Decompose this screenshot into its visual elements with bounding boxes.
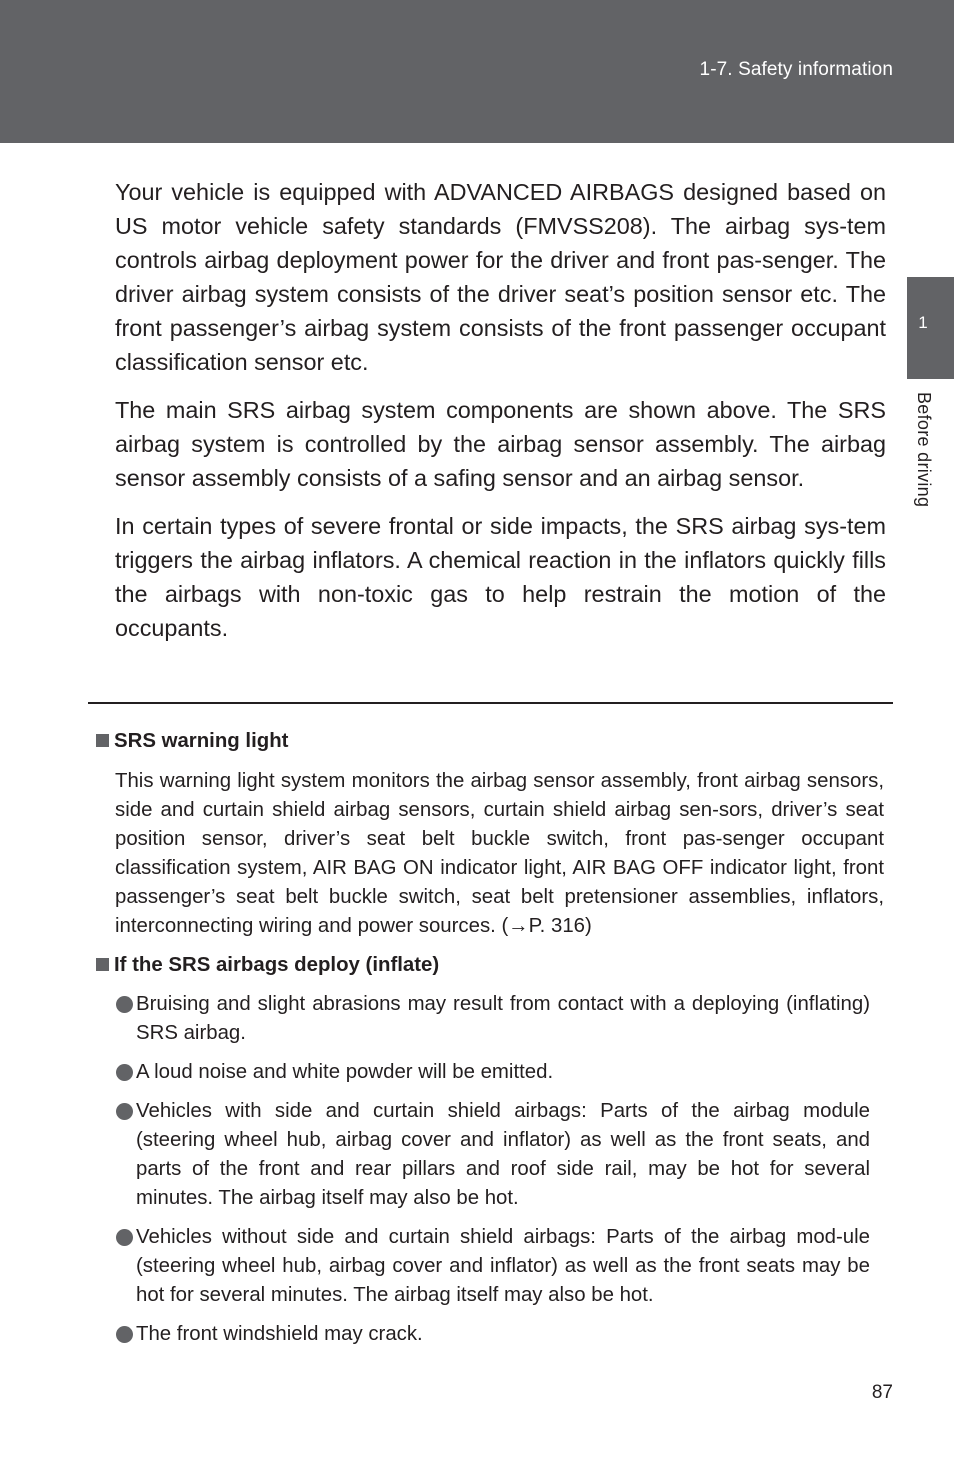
- square-bullet-icon: [96, 734, 109, 747]
- bullet-text: The front windshield may crack.: [136, 1323, 423, 1345]
- paragraph-components: The main SRS airbag system components are shown above. The SRS airbag system is controlled by the airbag sensor assembly. The airbag sensor assembly consists of a safing sensor and an airbag sensor.: [115, 397, 886, 491]
- list-item: [116, 1223, 870, 1310]
- paragraph-deployment: In certain types of severe frontal or side impacts, the SRS airbag sys-tem triggers the airbag inflators. A chemical reaction in the inflators quickly fills the airbags with non-toxic gas to help restrain the motion of the occupants.: [115, 513, 886, 641]
- page-number: 87: [871, 1382, 893, 1403]
- note-heading-text: If the SRS airbags deploy (inflate): [114, 954, 440, 976]
- chapter-tab: [907, 277, 954, 379]
- chapter-number: 1: [918, 313, 928, 332]
- note-heading-deploy: [96, 951, 884, 980]
- round-bullet-icon: [116, 1103, 133, 1120]
- list-item: [116, 1058, 870, 1087]
- list-item: [116, 1320, 870, 1349]
- bullet-text: A loud noise and white powder will be emitted.: [136, 1061, 554, 1083]
- header-band: [0, 0, 954, 143]
- section-divider: [88, 702, 893, 704]
- note-body-warning-light: This warning light system monitors the airbag sensor assembly, front airbag sensors, side and curtain shield airbag sensors, curtain shield airbag sen-sors, driver’s seat position sensor, driver’s seat belt buckle switch, front pas-senger occupant classification system, AIR BAG ON indicator light, AIR BAG OFF indicator light, front passenger’s seat belt buckle switch, seat belt pretensioner assemblies, inflators, interconnecting wiring and power sources. (→P. 316): [115, 770, 884, 937]
- note-heading-text: SRS warning light: [114, 730, 289, 752]
- round-bullet-icon: [116, 1326, 133, 1343]
- chapter-label: Before driving: [914, 392, 934, 508]
- square-bullet-icon: [96, 958, 109, 971]
- bullet-text: Vehicles with side and curtain shield airbags: Parts of the airbag module (steering wheel hub, airbag cover and inflator) as well as the front seats, and parts of the front and rear pillars and roof side rail, may be hot for several minutes. The airbag itself may also be hot.: [136, 1100, 870, 1209]
- round-bullet-icon: [116, 1229, 133, 1246]
- paragraph-advanced-airbags: Your vehicle is equipped with ADVANCED AIRBAGS designed based on US motor vehicle safety standards (FMVSS208). The airbag sys-tem controls airbag deployment power for the driver and front pas-senger. The driver airbag system consists of the driver seat’s position sensor etc. The front passenger’s airbag system consists of the front passenger occupant classification sensor etc.: [115, 179, 886, 375]
- round-bullet-icon: [116, 1064, 133, 1081]
- list-item: [116, 990, 870, 1048]
- notes-section: [96, 727, 884, 1359]
- bullet-text: Bruising and slight abrasions may result from contact with a deploying (inflating) SRS airbag.: [136, 993, 870, 1044]
- main-text: [115, 175, 886, 659]
- section-title: 1-7. Safety information: [699, 59, 893, 80]
- note-heading-warning-light: [96, 727, 884, 756]
- round-bullet-icon: [116, 996, 133, 1013]
- list-item: [116, 1097, 870, 1213]
- bullet-text: Vehicles without side and curtain shield airbags: Parts of the airbag mod-ule (steering wheel hub, airbag cover and inflator) as well as the front seats may be hot for several minutes. The airbag itself may also be hot.: [136, 1226, 870, 1306]
- deploy-bullet-list: [116, 990, 870, 1349]
